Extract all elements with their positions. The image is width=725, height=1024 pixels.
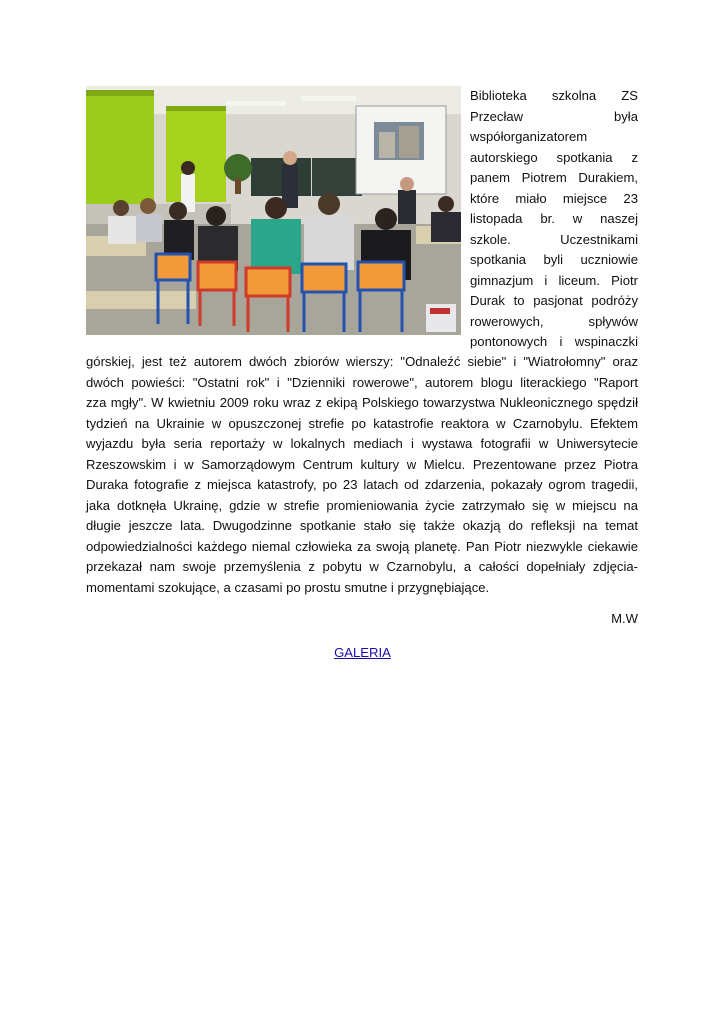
article-line: gimnazjum i liceum. Piotr [470, 272, 638, 288]
article-line: współorganizatorem [470, 129, 588, 144]
article-side-column [470, 86, 638, 353]
article-line: górskiej, jest też autorem dwóch zbiorów wierszy: "Odnaleźć siebie" i "Wiatrołomny" oraz [86, 354, 638, 369]
article-line: Przecław była [470, 108, 638, 124]
article-line: Biblioteka szkolna ZS [470, 88, 638, 103]
article-line: odpowiedzialności każdego niemal człowieka za swoją planetę. Pan Piotr niezwykle ciekawie [86, 538, 638, 554]
article-line: Durak to pasjonat podróży [470, 293, 638, 308]
article-line: pontonowych i wspinaczki [470, 334, 638, 349]
article-line: autorskiego spotkania z [470, 149, 638, 165]
article-line: zza mgły". W kwietniu 2009 roku wraz z ekipą Polskiego towarzystwa Nukleonicznego spędził [86, 395, 638, 410]
article-line: listopada br. w naszej [470, 211, 638, 226]
article-line: Duraka fotografie z miejsca katastrofy, po 23 latach od zdarzenia, pokazały ogrom tragedii, [86, 477, 638, 492]
article-line: wyjazdu była seria reportaży w lokalnych mediach i wystawa fotografii w Uniwersytecie [86, 436, 638, 451]
article-line: dwóch powieści: "Ostatni rok" i "Dzienniki rowerowe", autorem blogu literackiego "Raport [86, 374, 638, 390]
article-line: spotkania byli uczniowie [470, 252, 638, 267]
article-line: Rzeszowskim i w Samorządowym Centrum kultury w Mielcu. Prezentowane przez Piotra [86, 456, 638, 472]
article-line: rowerowych, spływów [470, 313, 638, 329]
gallery-link-row [0, 643, 725, 663]
article-line: przekazał nam swoje przemyślenia z pobytu w Czarnobylu, a całości dopełniały zdjęcia- [86, 559, 638, 574]
article-line: panem Piotrem Durakiem, [470, 170, 638, 185]
article-line: jaka dotknęła Ukrainę, gdzie w strefie promieniowania życie zatrzymało się w miejscu na [86, 497, 638, 513]
article-full-width-text [86, 352, 638, 598]
gallery-link[interactable]: GALERIA [334, 645, 391, 660]
article-line: które miało miejsce 23 [470, 190, 638, 206]
article-line: momentami szokujące, a czasami po prostu smutne i przygnębiające. [86, 579, 490, 595]
article-line: długie jeszcze lata. Dwugodzinne spotkanie stało się także okazją do refleksji na temat [86, 518, 638, 533]
article-line: szkole. Uczestnikami [470, 231, 638, 247]
meeting-photo [86, 86, 461, 335]
author-signature: M.W [611, 611, 638, 626]
article-line: tydzień na Ukrainie w opuszczonej strefie po katastrofie reaktora w Czarnobylu. Efektem [86, 415, 638, 431]
